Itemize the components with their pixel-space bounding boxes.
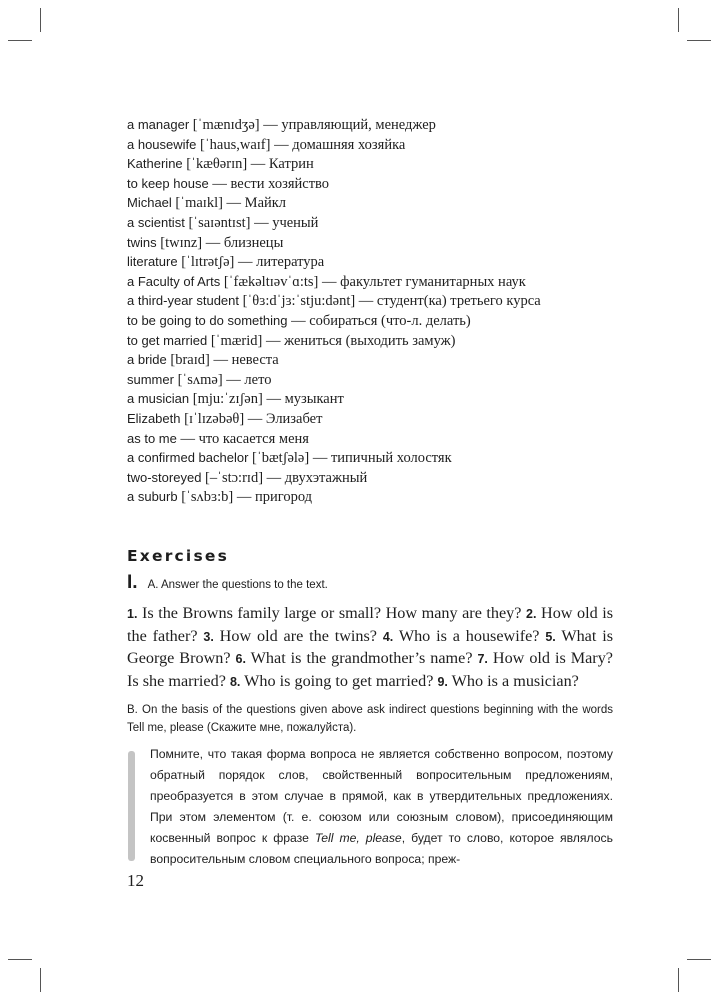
vocab-translation: [ˈfækəltɪəvˈɑ:ts] — факультет гуманитарных наук xyxy=(220,273,526,290)
vocab-entry xyxy=(127,174,647,194)
vocab-entry xyxy=(127,409,647,429)
vocab-entry xyxy=(127,389,647,409)
vocab-translation: — вести хозяйство xyxy=(208,175,330,192)
vocab-term: Elizabeth xyxy=(127,410,181,426)
vocab-entry xyxy=(127,233,647,253)
crop-mark-bottom-right-horizontal xyxy=(687,959,711,960)
vocab-translation: [ɪˈlɪzəbəθ] — Элизабет xyxy=(180,410,323,427)
vocab-term: Michael xyxy=(127,195,172,211)
vocab-entry xyxy=(127,350,647,370)
question-text: What is George Brown? xyxy=(127,626,614,668)
vocab-translation: [ˈhaus,waɪf] — домашняя хозяйка xyxy=(196,136,406,153)
vocab-translation: [ˈθɜ:dˈjɜ:ˈstju:dənt] — студент(ка) третьего курса xyxy=(239,293,541,310)
exercises-heading: Exercises xyxy=(127,547,230,565)
vocab-entry xyxy=(127,429,647,449)
question-number: 1. xyxy=(127,607,138,621)
vocab-term: to be going to do something xyxy=(127,312,288,328)
question-number: 3. xyxy=(203,629,214,644)
page-number: 12 xyxy=(127,871,144,890)
vocab-translation: [ˈmaɪkl] — Майкл xyxy=(171,195,287,212)
crop-mark-bottom-left-horizontal xyxy=(8,959,32,960)
question-number: 4. xyxy=(382,629,394,644)
vocab-term: a suburb xyxy=(127,489,178,505)
vocab-translation: — собираться (что-л. делать) xyxy=(287,312,471,329)
vocab-term: literature xyxy=(127,254,178,270)
crop-mark-top-right-horizontal xyxy=(687,40,711,41)
question-text: How old is the father? xyxy=(127,604,614,645)
vocab-translation: [ˈmærid] — жениться (выходить замуж) xyxy=(207,332,456,349)
vocab-entry xyxy=(127,331,647,351)
vocab-term: twins xyxy=(127,234,157,250)
question-text: How old are the twins? xyxy=(219,626,377,645)
vocab-term: to get married xyxy=(127,332,208,348)
vocab-entry xyxy=(127,311,647,331)
vocab-entry xyxy=(127,291,647,311)
vocab-translation: — что касается меня xyxy=(176,430,309,447)
questions-paragraph xyxy=(127,603,613,694)
vocab-term: a musician xyxy=(127,391,190,407)
vocab-entry xyxy=(127,154,647,174)
vocab-translation: [ˈlɪtrətʃə] — литература xyxy=(177,254,325,271)
vocabulary-list xyxy=(127,115,647,507)
vocab-translation: [ˈsʌbɜ:b] — пригород xyxy=(177,489,313,506)
vocab-entry xyxy=(127,272,647,292)
vocab-term: Katherine xyxy=(127,156,183,172)
question-number: 6. xyxy=(235,652,246,667)
question-text: Who is a musician? xyxy=(451,672,579,691)
vocab-term: a manager xyxy=(127,117,190,132)
vocab-translation: [ˈsaɪəntɪst] — ученый xyxy=(184,214,319,231)
vocab-translation: [–ˈstɔ:rɪd] — двухэтажный xyxy=(201,469,368,486)
grammar-note xyxy=(150,744,613,870)
vocab-translation: [ˈsʌmə] — лето xyxy=(173,371,272,388)
vocab-term: a bride xyxy=(127,352,167,368)
crop-mark-top-right-vertical xyxy=(678,8,679,32)
note-sidebar-bar xyxy=(128,751,135,861)
vocab-translation: [mju:ˈzɪʃən] — музыкант xyxy=(189,391,344,408)
vocab-entry xyxy=(127,448,647,468)
vocab-translation: [ˈbætʃələ] — типичный холостяк xyxy=(248,450,452,467)
vocab-entry xyxy=(127,370,647,390)
question-number: 8. xyxy=(229,675,241,690)
crop-mark-top-left-horizontal xyxy=(8,40,32,41)
crop-mark-top-left-vertical xyxy=(40,8,41,32)
exercise-number: I. xyxy=(127,572,138,593)
vocab-entry xyxy=(127,115,647,135)
question-number: 5. xyxy=(545,629,556,644)
vocab-term: a housewife xyxy=(127,136,197,152)
vocab-entry xyxy=(127,252,647,272)
question-number: 9. xyxy=(437,675,448,690)
question-text: Is the Browns family large or small? How many are they? xyxy=(141,604,522,622)
vocab-entry xyxy=(127,487,647,507)
vocab-term: a Faculty of Arts xyxy=(127,273,221,289)
note-text-part2: , будет то слово, которое являлось вопросительным словом специального вопроса; преж- xyxy=(150,831,613,866)
vocab-term: a confirmed bachelor xyxy=(127,450,249,466)
question-text: What is the grandmother’s name? xyxy=(250,649,473,668)
vocab-term: summer xyxy=(127,371,174,387)
vocab-translation: [ˈmænɪdʒə] — управляющий, менеджер xyxy=(189,117,436,133)
question-text: Who is a housewife? xyxy=(398,626,540,645)
vocab-translation: [braɪd] — невеста xyxy=(166,352,279,369)
vocab-entry xyxy=(127,468,647,488)
note-phrase: Tell me, please xyxy=(314,831,402,845)
vocab-translation: [ˈkæθərɪn] — Катрин xyxy=(182,156,314,173)
note-text-part1: Помните, что такая форма вопроса не является собственно вопросом, поэтому обратный порядок слов, свойственный вопросительным предложениям, преобразуется в этом случае в прямой, как в утвердительных предложениях. При этом элементом (т. е. союзом или союзным словом), присоединяющим косвенный вопрос к фразе xyxy=(150,747,613,845)
question-number: 7. xyxy=(477,652,488,667)
vocab-entry xyxy=(127,213,647,233)
question-number: 2. xyxy=(526,607,537,621)
crop-mark-bottom-right-vertical xyxy=(678,968,679,992)
vocab-term: a third-year student xyxy=(127,293,240,309)
exercise-header xyxy=(127,572,328,594)
task-a-instruction: A. Answer the questions to the text. xyxy=(147,579,328,591)
vocab-entry xyxy=(127,193,647,213)
crop-mark-bottom-left-vertical xyxy=(40,968,41,992)
task-b-instruction: B. On the basis of the questions given above ask indirect questions beginning with the words Tell me, please (Скажите мне, пожалуйста). xyxy=(127,704,613,734)
vocab-term: a scientist xyxy=(127,214,185,230)
vocab-entry xyxy=(127,135,647,155)
vocab-term: as to me xyxy=(127,430,177,446)
vocab-term: to keep house xyxy=(127,175,209,191)
question-text: How old is Mary? Is she married? xyxy=(127,649,613,691)
vocab-term: two-storeyed xyxy=(127,469,202,485)
vocab-translation: [twɪnz] — близнецы xyxy=(156,234,284,251)
question-text: Who is going to get married? xyxy=(244,672,434,691)
